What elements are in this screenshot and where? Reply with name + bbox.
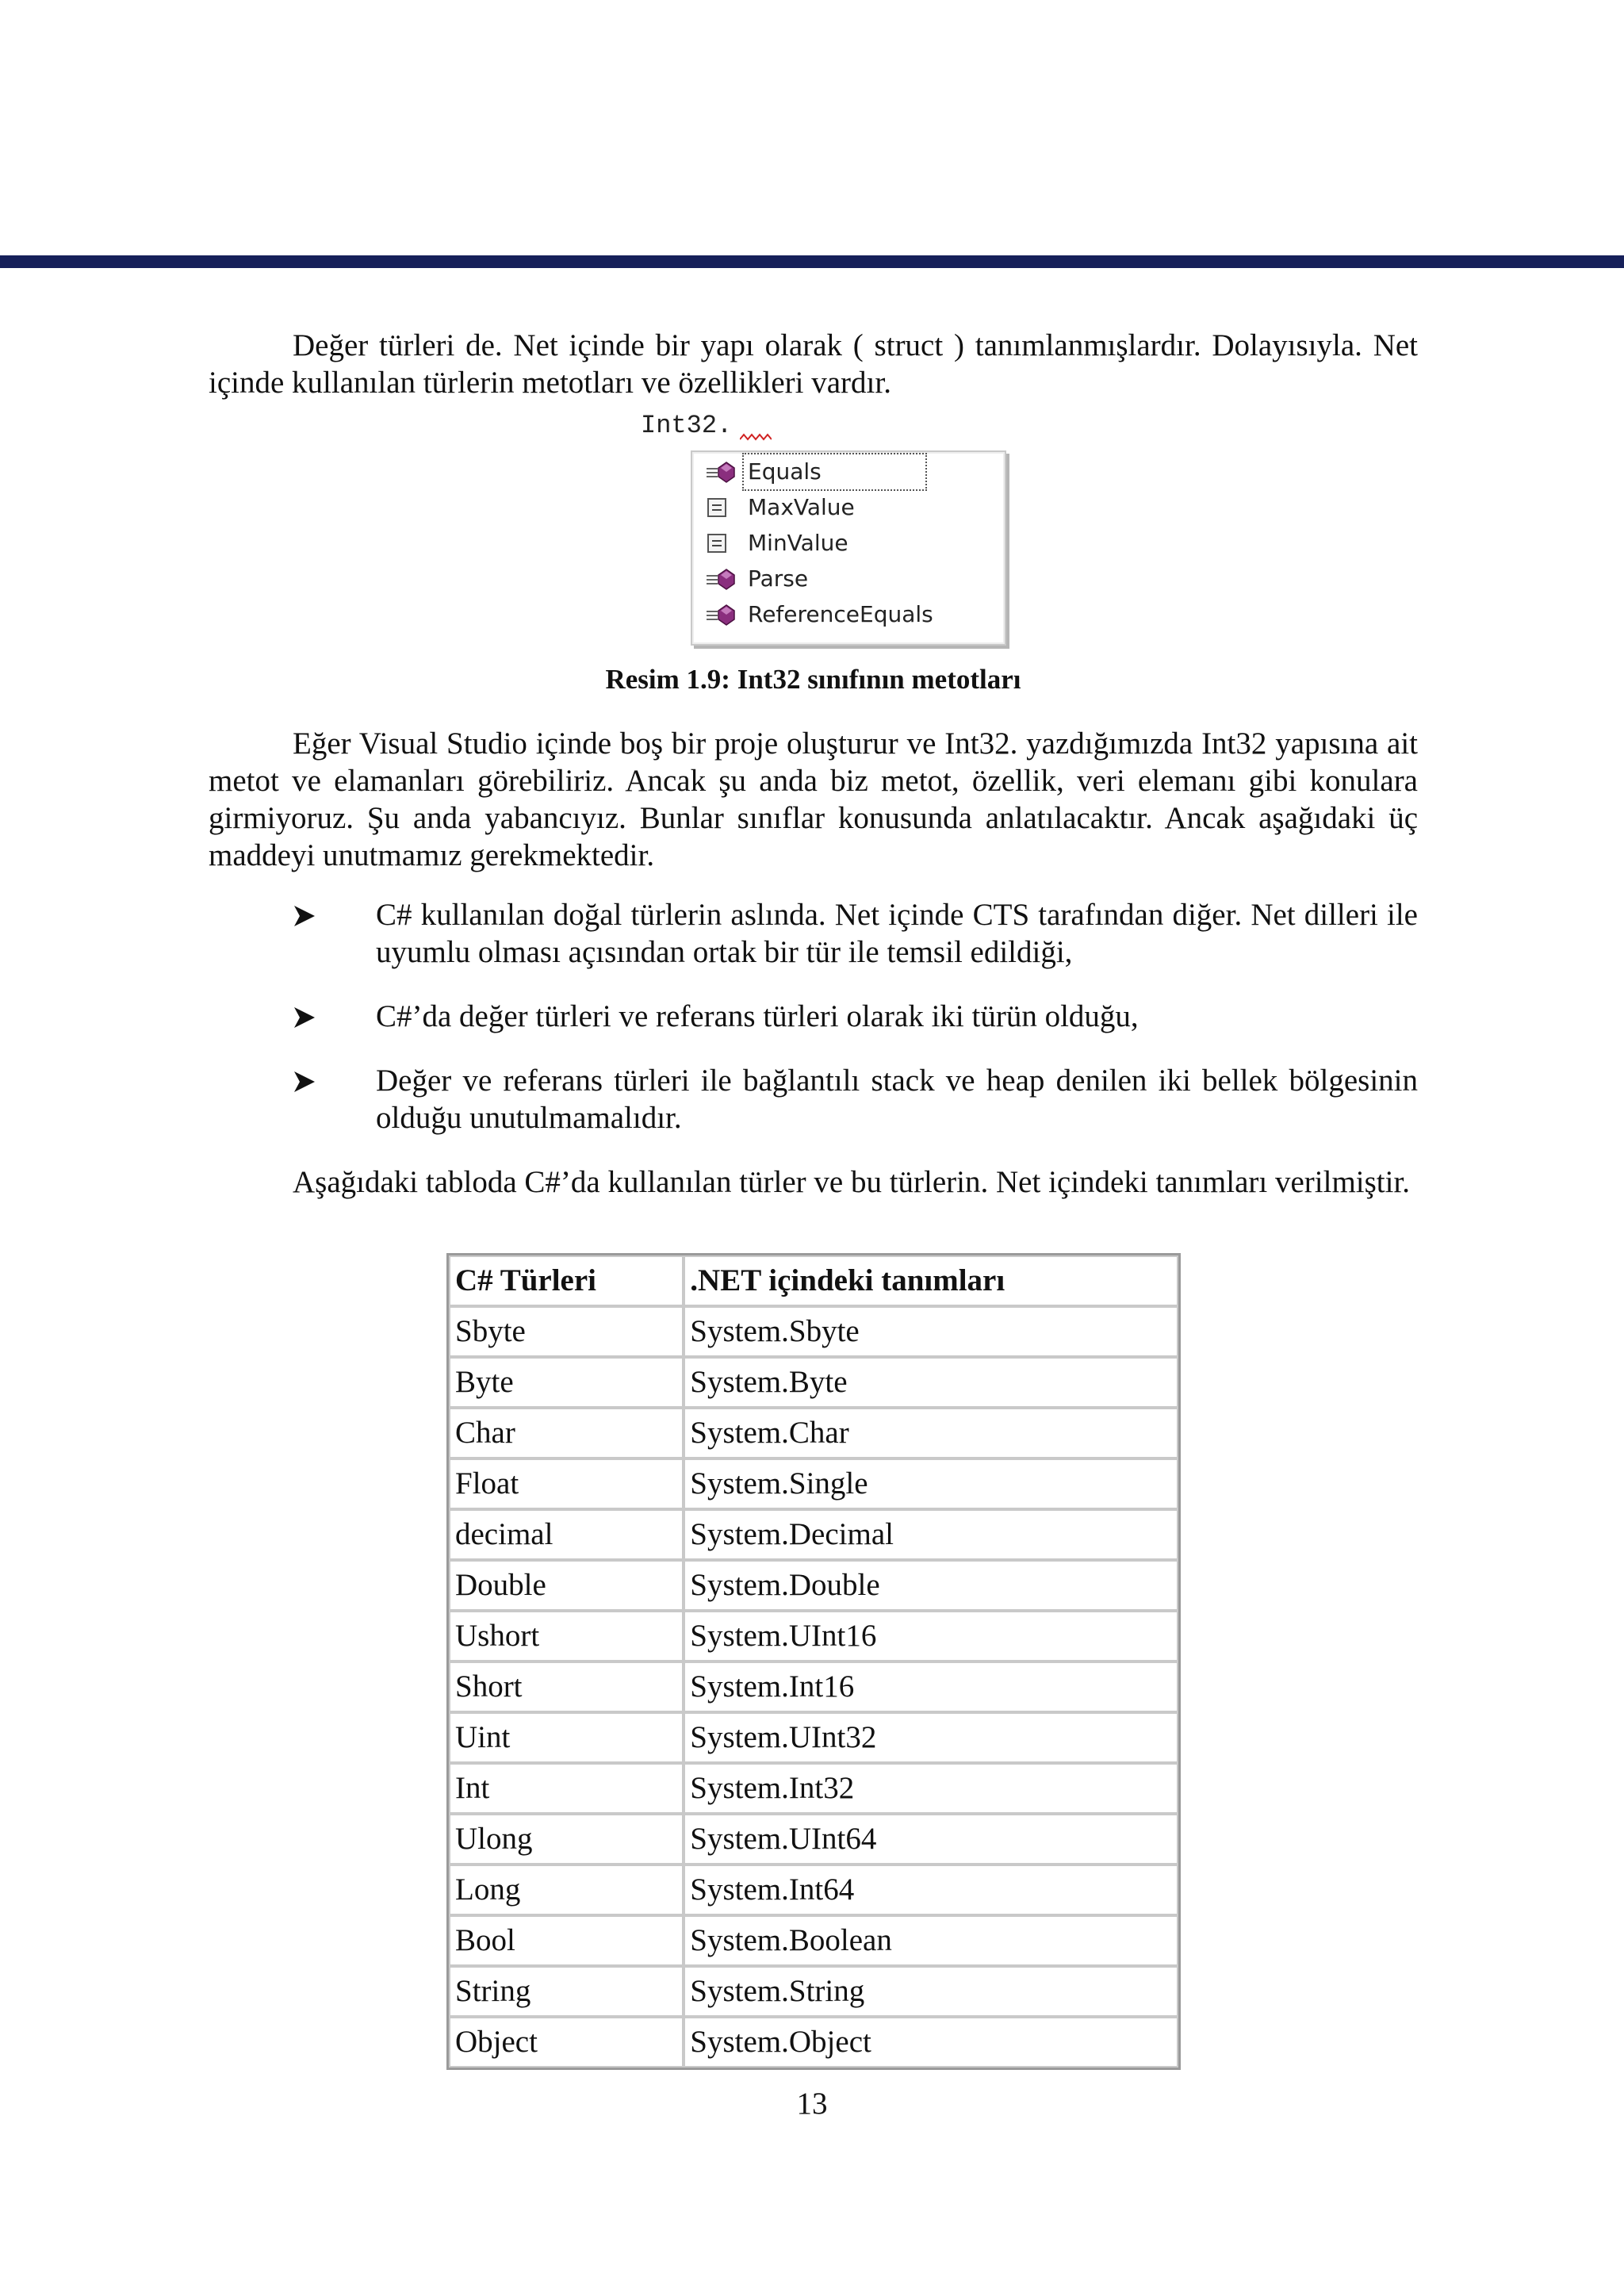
cell-dotnet-type: System.String xyxy=(684,1966,1178,2017)
completion-item-label: MinValue xyxy=(748,530,848,556)
cell-dotnet-type: System.Decimal xyxy=(684,1509,1178,1560)
table-row xyxy=(449,1357,1178,1408)
page-number: 13 xyxy=(796,2087,828,2121)
cell-dotnet-type: System.UInt32 xyxy=(684,1712,1178,1763)
method-icon xyxy=(705,604,737,626)
cell-csharp-type: Byte xyxy=(449,1357,684,1408)
table-row xyxy=(449,1662,1178,1712)
cell-csharp-type: Bool xyxy=(449,1915,684,1966)
method-icon xyxy=(705,568,737,590)
table-row xyxy=(449,1306,1178,1357)
table-row xyxy=(449,1611,1178,1662)
cell-csharp-type: Object xyxy=(449,2017,684,2068)
table-header-row xyxy=(449,1255,1178,1306)
table-row xyxy=(449,1560,1178,1611)
completion-item-referenceequals[interactable] xyxy=(700,598,994,631)
table-row xyxy=(449,1915,1178,1966)
completion-list[interactable] xyxy=(691,450,1006,646)
bullet-item xyxy=(209,1062,1418,1136)
completion-item-label: Equals xyxy=(745,455,925,489)
table-body xyxy=(449,1306,1178,2068)
error-squiggle-icon xyxy=(740,431,772,443)
bullet-list xyxy=(209,896,1418,1136)
cell-csharp-type: Int xyxy=(449,1763,684,1814)
cell-dotnet-type: System.Sbyte xyxy=(684,1306,1178,1357)
paragraph-visual-studio: Eğer Visual Studio içinde boş bir proje oluşturur ve Int32. yazdığımızda Int32 yapısına ait metot ve elamanları görebiliriz. Ancak şu anda biz metot, özellik, veri elemanı gibi konulara girmiyoruz. Şu anda yabancıyız. Bunlar sınıflar konusunda anlatılacaktır. Ancak aşağıdaki üç maddeyi unutmamız gerekmektedir. xyxy=(209,726,1418,872)
cell-csharp-type: Ushort xyxy=(449,1611,684,1662)
cell-dotnet-type: System.Boolean xyxy=(684,1915,1178,1966)
field-icon xyxy=(705,496,737,519)
table-row xyxy=(449,1509,1178,1560)
completion-item-equals[interactable] xyxy=(700,455,994,489)
arrow-bullet-icon xyxy=(293,1070,316,1094)
cell-dotnet-type: System.Object xyxy=(684,2017,1178,2068)
cell-csharp-type: Long xyxy=(449,1865,684,1915)
types-table xyxy=(446,1253,1181,2070)
cell-csharp-type: Ulong xyxy=(449,1814,684,1865)
field-icon xyxy=(705,532,737,554)
cell-dotnet-type: System.UInt16 xyxy=(684,1611,1178,1662)
cell-dotnet-type: System.Int32 xyxy=(684,1763,1178,1814)
table-row xyxy=(449,1712,1178,1763)
column-header-csharp: C# Türleri xyxy=(449,1255,684,1306)
completion-item-label: MaxValue xyxy=(748,494,855,520)
intellisense-figure xyxy=(209,411,1418,642)
document-body xyxy=(209,327,1418,1201)
cell-dotnet-type: System.Double xyxy=(684,1560,1178,1611)
completion-item-parse[interactable] xyxy=(700,562,994,596)
bullet-text: Değer ve referans türleri ile bağlantılı stack ve heap denilen iki bellek bölgesinin olduğu unutulmamalıdır. xyxy=(376,1064,1418,1135)
bullet-text: C#’da değer türleri ve referans türleri olarak iki türün olduğu, xyxy=(376,999,1139,1033)
table-row xyxy=(449,1763,1178,1814)
arrow-bullet-icon xyxy=(293,1006,316,1029)
table-row xyxy=(449,1408,1178,1458)
table-row xyxy=(449,1814,1178,1865)
header-rule xyxy=(0,255,1624,268)
bullet-text: C# kullanılan doğal türlerin aslında. Net içinde CTS tarafından diğer. Net dilleri ile uyumlu olması açısından ortak bir tür ile temsil edildiği, xyxy=(376,898,1418,969)
cell-csharp-type: String xyxy=(449,1966,684,2017)
table-row xyxy=(449,1966,1178,2017)
cell-dotnet-type: System.Int16 xyxy=(684,1662,1178,1712)
table-row xyxy=(449,1458,1178,1509)
column-header-dotnet: .NET içindeki tanımları xyxy=(684,1255,1178,1306)
completion-item-label: ReferenceEquals xyxy=(748,601,933,627)
cell-dotnet-type: System.Byte xyxy=(684,1357,1178,1408)
figure-caption: Resim 1.9: Int32 sınıfının metotları xyxy=(605,664,1021,695)
cell-csharp-type: Sbyte xyxy=(449,1306,684,1357)
cell-dotnet-type: System.UInt64 xyxy=(684,1814,1178,1865)
cell-csharp-type: Char xyxy=(449,1408,684,1458)
arrow-bullet-icon xyxy=(293,904,316,928)
cell-csharp-type: Double xyxy=(449,1560,684,1611)
cell-dotnet-type: System.Char xyxy=(684,1408,1178,1458)
paragraph-table-intro: Aşağıdaki tabloda C#’da kullanılan türler ve bu türlerin. Net içindeki tanımları verilmiştir. xyxy=(293,1165,1411,1199)
cell-dotnet-type: System.Single xyxy=(684,1458,1178,1509)
completion-item-maxvalue[interactable] xyxy=(700,491,994,524)
cell-csharp-type: Uint xyxy=(449,1712,684,1763)
table-row xyxy=(449,2017,1178,2068)
method-icon xyxy=(705,461,737,483)
table-row xyxy=(449,1865,1178,1915)
paragraph-value-types: Değer türleri de. Net içinde bir yapı olarak ( struct ) tanımlanmışlardır. Dolayısıyla. Net içinde kullanılan türlerin metotları ve özellikleri vardır. xyxy=(209,328,1418,400)
cell-csharp-type: decimal xyxy=(449,1509,684,1560)
bullet-item xyxy=(209,896,1418,971)
cell-dotnet-type: System.Int64 xyxy=(684,1865,1178,1915)
completion-item-label: Parse xyxy=(748,565,809,592)
cell-csharp-type: Float xyxy=(449,1458,684,1509)
bullet-item xyxy=(209,998,1418,1035)
typed-code-text: Int32. xyxy=(641,411,733,440)
completion-item-minvalue[interactable] xyxy=(700,527,994,560)
cell-csharp-type: Short xyxy=(449,1662,684,1712)
